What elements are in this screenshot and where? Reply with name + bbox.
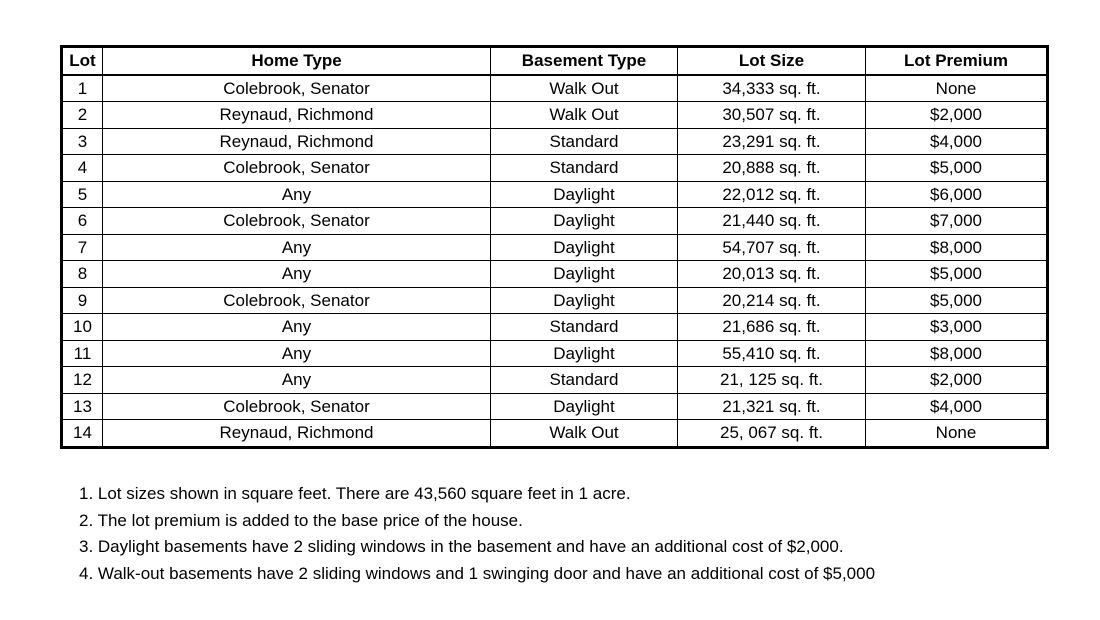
cell-home-type: Colebrook, Senator xyxy=(103,287,491,314)
cell-home-type: Colebrook, Senator xyxy=(103,155,491,182)
cell-lot: 10 xyxy=(62,314,103,341)
header-lot-premium: Lot Premium xyxy=(866,47,1048,75)
table-row xyxy=(62,155,1048,182)
cell-home-type: Colebrook, Senator xyxy=(103,393,491,420)
cell-basement-type: Walk Out xyxy=(491,420,678,448)
table-row xyxy=(62,208,1048,235)
cell-lot-size: 23,291 sq. ft. xyxy=(678,128,866,155)
cell-lot-premium: $8,000 xyxy=(866,234,1048,261)
cell-lot-premium: $8,000 xyxy=(866,340,1048,367)
cell-lot-premium: None xyxy=(866,75,1048,102)
cell-lot-size: 20,214 sq. ft. xyxy=(678,287,866,314)
table-row xyxy=(62,181,1048,208)
table-row xyxy=(62,128,1048,155)
table-row xyxy=(62,420,1048,448)
cell-basement-type: Daylight xyxy=(491,181,678,208)
cell-basement-type: Daylight xyxy=(491,208,678,235)
cell-lot-size: 22,012 sq. ft. xyxy=(678,181,866,208)
cell-lot: 5 xyxy=(62,181,103,208)
cell-lot-premium: $5,000 xyxy=(866,261,1048,288)
header-row xyxy=(62,47,1048,75)
cell-home-type: Reynaud, Richmond xyxy=(103,102,491,129)
table-row xyxy=(62,314,1048,341)
cell-lot-size: 21,321 sq. ft. xyxy=(678,393,866,420)
table-row xyxy=(62,234,1048,261)
cell-lot: 7 xyxy=(62,234,103,261)
cell-home-type: Colebrook, Senator xyxy=(103,208,491,235)
cell-lot-size: 21, 125 sq. ft. xyxy=(678,367,866,394)
table-row xyxy=(62,393,1048,420)
header-lot-size: Lot Size xyxy=(678,47,866,75)
cell-basement-type: Walk Out xyxy=(491,75,678,102)
cell-home-type: Any xyxy=(103,367,491,394)
header-home-type: Home Type xyxy=(103,47,491,75)
note-item: 3. Daylight basements have 2 sliding windows in the basement and have an additional cost of $2,000. xyxy=(79,537,844,556)
cell-lot: 13 xyxy=(62,393,103,420)
cell-lot: 14 xyxy=(62,420,103,448)
cell-basement-type: Daylight xyxy=(491,393,678,420)
cell-basement-type: Daylight xyxy=(491,287,678,314)
cell-lot-size: 34,333 sq. ft. xyxy=(678,75,866,102)
header-basement-type: Basement Type xyxy=(491,47,678,75)
cell-lot: 2 xyxy=(62,102,103,129)
cell-home-type: Reynaud, Richmond xyxy=(103,128,491,155)
cell-lot-size: 20,013 sq. ft. xyxy=(678,261,866,288)
cell-lot-premium: $5,000 xyxy=(866,155,1048,182)
cell-lot-premium: $4,000 xyxy=(866,128,1048,155)
cell-basement-type: Walk Out xyxy=(491,102,678,129)
cell-basement-type: Daylight xyxy=(491,234,678,261)
note-item: 4. Walk-out basements have 2 sliding windows and 1 swinging door and have an additional cost of $5,000 xyxy=(79,563,876,583)
table-row xyxy=(62,261,1048,288)
cell-lot-size: 30,507 sq. ft. xyxy=(678,102,866,129)
cell-home-type: Any xyxy=(103,340,491,367)
table-row xyxy=(62,340,1048,367)
cell-lot: 12 xyxy=(62,367,103,394)
cell-lot-premium: None xyxy=(866,420,1048,448)
table-row xyxy=(62,367,1048,394)
table-body xyxy=(62,75,1048,448)
cell-lot-premium: $6,000 xyxy=(866,181,1048,208)
cell-lot: 1 xyxy=(62,75,103,102)
cell-lot: 8 xyxy=(62,261,103,288)
cell-basement-type: Standard xyxy=(491,155,678,182)
cell-lot-size: 20,888 sq. ft. xyxy=(678,155,866,182)
table-row xyxy=(62,102,1048,129)
cell-home-type: Any xyxy=(103,261,491,288)
cell-lot: 11 xyxy=(62,340,103,367)
cell-lot: 3 xyxy=(62,128,103,155)
cell-basement-type: Daylight xyxy=(491,261,678,288)
header-lot: Lot xyxy=(62,47,103,75)
cell-lot: 9 xyxy=(62,287,103,314)
cell-lot-premium: $2,000 xyxy=(866,367,1048,394)
cell-home-type: Reynaud, Richmond xyxy=(103,420,491,448)
cell-lot: 6 xyxy=(62,208,103,235)
cell-lot-premium: $5,000 xyxy=(866,287,1048,314)
cell-lot-premium: $3,000 xyxy=(866,314,1048,341)
cell-basement-type: Daylight xyxy=(491,340,678,367)
cell-lot-premium: $7,000 xyxy=(866,208,1048,235)
table-row xyxy=(62,287,1048,314)
lot-table xyxy=(60,45,1049,449)
cell-home-type: Any xyxy=(103,181,491,208)
cell-lot-premium: $4,000 xyxy=(866,393,1048,420)
note-item: 2. The lot premium is added to the base price of the house. xyxy=(79,510,523,530)
cell-lot-size: 21,440 sq. ft. xyxy=(678,208,866,235)
cell-lot-size: 55,410 sq. ft. xyxy=(678,340,866,367)
cell-basement-type: Standard xyxy=(491,367,678,394)
cell-lot: 4 xyxy=(62,155,103,182)
cell-lot-size: 21,686 sq. ft. xyxy=(678,314,866,341)
note-item: 1. Lot sizes shown in square feet. There are 43,560 square feet in 1 acre. xyxy=(79,484,631,503)
cell-basement-type: Standard xyxy=(491,128,678,155)
cell-lot-size: 54,707 sq. ft. xyxy=(678,234,866,261)
cell-home-type: Any xyxy=(103,314,491,341)
cell-basement-type: Standard xyxy=(491,314,678,341)
cell-home-type: Colebrook, Senator xyxy=(103,75,491,102)
cell-lot-premium: $2,000 xyxy=(866,102,1048,129)
table-row xyxy=(62,75,1048,102)
cell-home-type: Any xyxy=(103,234,491,261)
cell-lot-size: 25, 067 sq. ft. xyxy=(678,420,866,448)
notes-list xyxy=(79,481,875,587)
